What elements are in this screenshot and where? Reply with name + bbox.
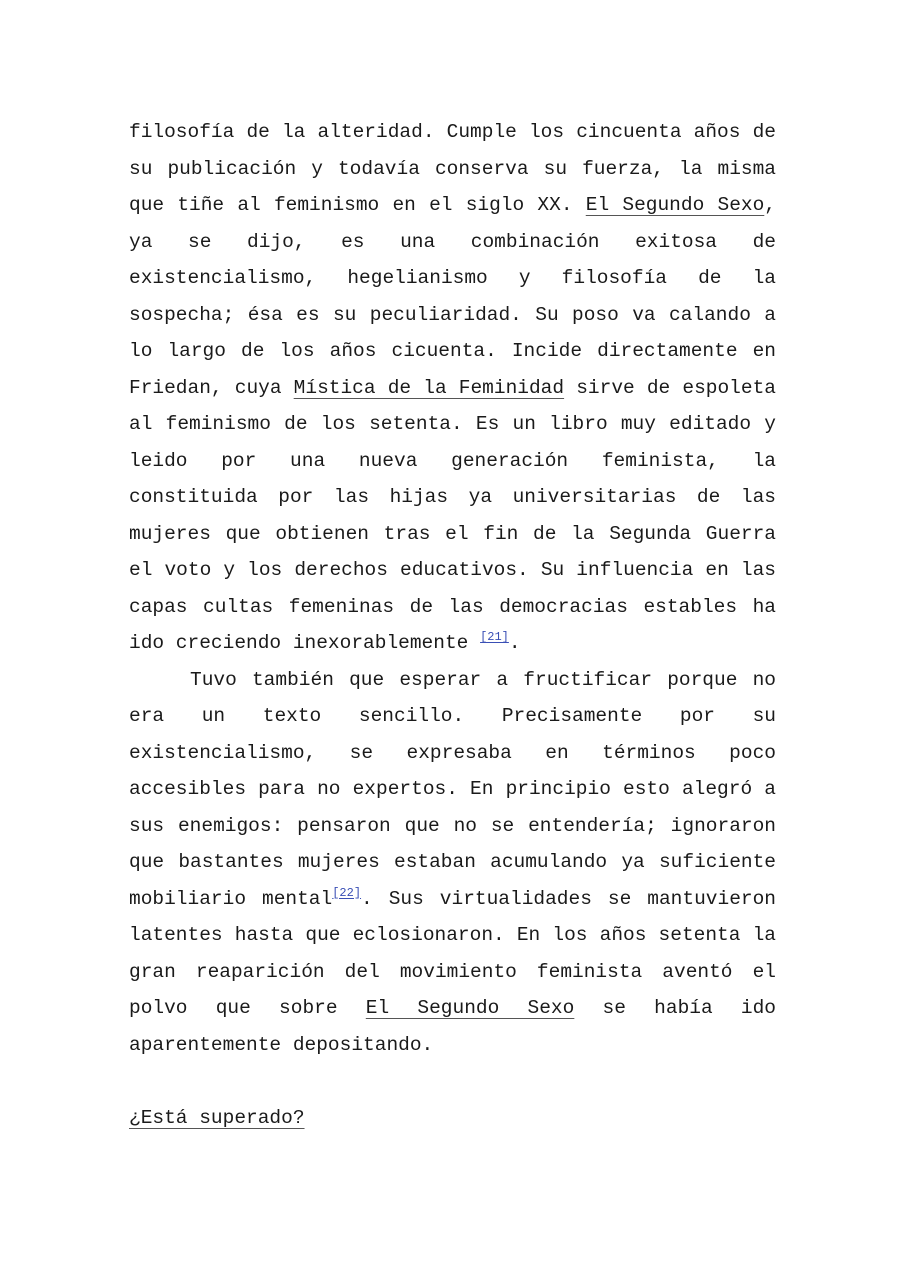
section-heading xyxy=(129,1100,776,1137)
text-run: , ya se dijo, es una combinación exitosa de existencialismo, hegelianismo y filosofía de la sospecha; ésa es su peculiaridad. Su poso va calando a lo largo de los años cicuenta. Incide directamente en Friedan, cuya xyxy=(129,194,776,399)
paragraph-2 xyxy=(129,662,776,1064)
book-title-mistica-de-la-feminidad: Mística de la Feminidad xyxy=(293,376,565,399)
section-heading-text: ¿Está superado? xyxy=(129,1107,305,1129)
book-title-el-segundo-sexo: El Segundo Sexo xyxy=(585,194,765,216)
text-run: sirve de espoleta al feminismo de los setenta. Es un libro muy editado y leido por una nueva generación feminista, la constituida por las hijas ya universitarias de las mujeres que obtienen tras el fin de la Segunda Guerra el voto y los derechos educativos. Su influencia en las capas cultas femeninas de las democracias estables ha ido creciendo inexorablemente xyxy=(129,376,776,654)
text-run: Tuvo también que esperar a fructificar porque no era un texto sencillo. Precisamente por su existencialismo, se expresaba en términos poco accesibles para no expertos. En principio esto alegró a sus enemigos: pensaron que no se entendería; ignoraron que bastantes mujeres estaban acumulando ya suficiente mobiliario mental xyxy=(129,668,776,910)
text-run: . xyxy=(508,632,521,654)
text-run: . Sus virtualidades se mantuvieron latentes hasta que eclosionaron. En los años setenta la gran reaparición del movimiento feminista aventó el polvo que sobre xyxy=(129,887,776,1019)
paragraph-1 xyxy=(129,114,776,662)
footnote-link-21[interactable]: [21] xyxy=(480,630,509,644)
text-run: filosofía de la alteridad. Cumple los cincuenta años de su publicación y todavía conserva su fuerza, la misma que tiñe al feminismo en el siglo XX. xyxy=(129,121,776,216)
footnote-link-22[interactable]: [22] xyxy=(332,885,362,900)
text-run: se había ido aparentemente depositando. xyxy=(129,997,777,1056)
document-page xyxy=(129,114,776,1137)
book-title-el-segundo-sexo: El Segundo Sexo xyxy=(365,997,575,1019)
